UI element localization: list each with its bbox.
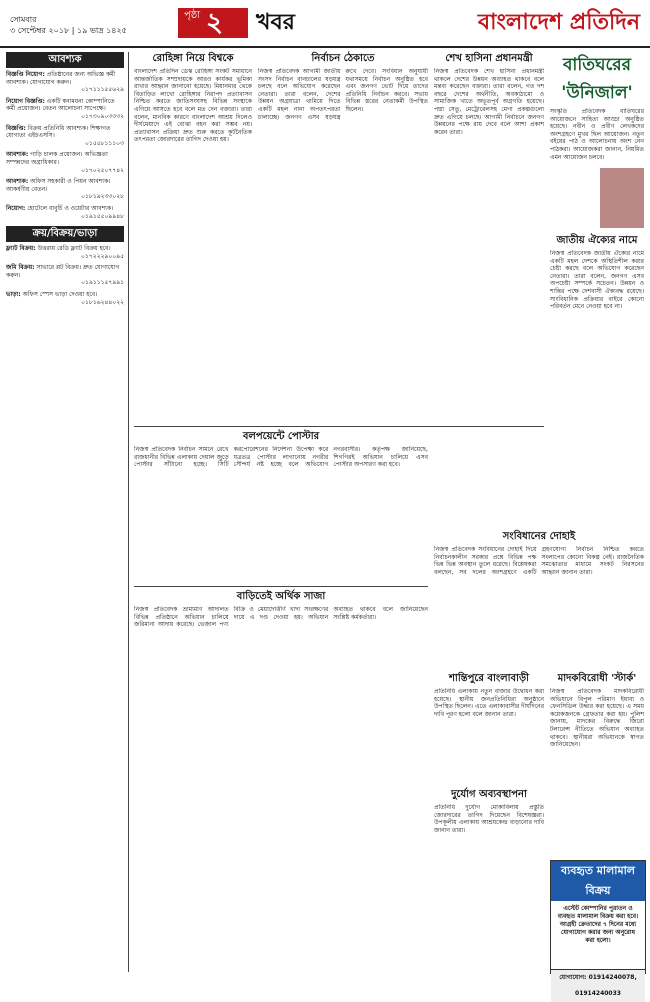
day: সোমবার — [10, 15, 37, 24]
classified-key: বিজ্ঞপ্তি: — [6, 124, 26, 132]
body-text: নিজস্ব প্রতিবেদক আগামী জাতীয় সংসদ নির্বাচন বানচালের ষড়যন্ত্র চলছে বলে অভিযোগ করেছেন নেতারা। তারা বলেন, দেশের উন্নয়ন অগ্রযাত্রা থামিয়ে দিতে একটি মহল নানা অপতৎপরতা চালাচ্ছে। জনগণ এসব ষড়যন্ত্র রুখে দেবে। সংবিধান অনুযায়ী যথাসময়ে নির্বাচন অনুষ্ঠিত হবে এবং জনগণ ভোট দিয়ে তাদের প্রতিনিধি নির্বাচন করবে। সভায় বিভিন্ন স্তরের নেতাকর্মী উপস্থিত ছিলেন। — [258, 68, 428, 121]
classified-key: আবশ্যক: — [6, 151, 29, 159]
article-constitution — [434, 530, 644, 665]
classified-phone: ০১৯১৫৫০৯৯৪৮ — [81, 212, 124, 220]
classified-item — [6, 178, 124, 201]
classified-heading-2: ক্রয়/বিক্রয়/ভাড়া — [6, 226, 124, 242]
classified-item — [6, 98, 124, 121]
classified-item — [6, 205, 124, 220]
headline: বাড়িতেই অর্থিক সাজা — [236, 591, 326, 602]
classified-text: অফিস সহকারী ও পিয়ন আবশ্যক। আকর্ষণীয় বেতন। — [6, 178, 111, 193]
classified-text: একটি স্বনামধন্য কোম্পানিতে কর্মী প্রয়োজন। বেতন আলোচনা সাপেক্ষে। — [6, 97, 115, 113]
section-divider — [134, 586, 428, 587]
article-poster — [134, 430, 428, 580]
body-text: নিজস্ব প্রতিবেদক সংবিধানের দোহাই দিয়ে নির্বাচনকালীন সরকার প্রশ্নে বিভিন্ন পক্ষ ভিন্ন ভিন্ন অবস্থান তুলে ধরেছে। বিশ্লেষকরা বলছেন, সব দলের অংশগ্রহণে একটি গ্রহণযোগ্য নির্বাচন নিশ্চিত করতে সংলাপের কোনো বিকল্প নেই। রাজনৈতিক সমঝোতার মাধ্যমে সংকট নিরসনের আহ্বান জানান তারা। — [434, 546, 644, 576]
date: ৩ সেপ্টেম্বর ২০১৮ | ১৯ ভাদ্র ১৪২৫ — [10, 26, 127, 35]
classified-phone: ০১৯১১১৫৭৯৯১ — [81, 279, 124, 287]
headline: দুর্যোগ অব্যবস্থাপনা — [451, 789, 527, 800]
section-divider — [134, 426, 544, 427]
body-text: সংস্কৃতি প্রতিবেদক বাতিঘরের আয়োজনে সাহিত্য আড্ডা অনুষ্ঠিত হয়েছে। নবীন ও প্রবীণ লেখকদের অংশগ্রহণে মুখর ছিল আয়োজন। নতুন বইয়ের পাঠ ও আলোচনায় অংশ নেন পাঠকরা। আয়োজকরা জানান, নিয়মিত এমন আয়োজন চলবে। — [550, 108, 644, 161]
classified-item — [6, 125, 124, 148]
classified-phone: ০১৭১১১৫৫৬২৯ — [81, 86, 124, 94]
classified-phone: ০১৫৫৮১১১০৩ — [85, 139, 124, 147]
column-divider — [128, 52, 129, 972]
section-title: খবর — [256, 10, 295, 35]
article-rohingya — [134, 52, 252, 422]
body-text: নিজস্ব প্রতিবেদক ভ্রাম্যমাণ আদালত বিভিন্ন প্রতিষ্ঠানে অভিযান চালিয়ে জরিমানা আদায় করেছে। ভেজাল পণ্য বিক্রি ও মেয়াদোত্তীর্ণ খাদ্য সংরক্ষণের দায়ে এ দণ্ড দেওয়া হয়। অভিযান অব্যাহত থাকবে বলে জানিয়েছেন সংশ্লিষ্ট কর্মকর্তারা। — [134, 606, 428, 629]
newspaper-logo: বাংলাদেশ প্রতিদিন — [477, 9, 640, 35]
headline: বাতিঘরের 'উনিজাল' — [561, 55, 633, 103]
headline: বলপয়েন্টে পোস্টার — [242, 431, 320, 442]
article-disaster — [434, 788, 544, 968]
ad-phone — [551, 969, 645, 1002]
body-text: নিজস্ব প্রতিবেদক শেখ হাসিনা প্রধানমন্ত্রী থাকলে দেশের উন্নয়ন অব্যাহত থাকবে বলে মন্তব্য করেছেন বক্তারা। তারা বলেন, গত দশ বছরে দেশের অর্থনীতি, অবকাঠামো ও সামাজিক খাতে অভূতপূর্ব অগ্রগতি হয়েছে। পদ্মা সেতু, মেট্রোরেলসহ মেগা প্রকল্পগুলো দ্রুত এগিয়ে চলছে। আগামী নির্বাচনে জনগণ উন্নয়নের পক্ষে রায় দেবে বলে আশা প্রকাশ করেন তারা। — [434, 68, 544, 136]
headline: নির্বাচন ঠেকাতে — [311, 53, 375, 64]
headline: শান্তিপুরে বাংলাবাড়ী — [449, 673, 529, 684]
body-text: বাংলাদেশ প্রতিদিন ডেস্ক রোহিঙ্গা সংকট সমাধানে আন্তর্জাতিক সম্প্রদায়কে আরও কার্যকর ভূমিকা রাখার আহ্বান জানানো হয়েছে। মিয়ানমার থেকে বিতাড়িত লাখো রোহিঙ্গার নিরাপদ প্রত্যাবাসন নিশ্চিত করতে জাতিসংঘসহ বিভিন্ন সংস্থাকে এগিয়ে আসতে হবে বলে মত দেন বক্তারা। তারা বলেন, মানবিক কারণে বাংলাদেশ আশ্রয় দিলেও দীর্ঘমেয়াদে এই বোঝা বহন করা সম্ভব নয়। প্রত্যাবাসন প্রক্রিয়া দ্রুত শুরু করতে কূটনৈতিক তৎপরতা জোরদারের তাগিদ দেওয়া হয়। — [134, 68, 252, 144]
article-local — [550, 672, 644, 837]
classified-key: নিয়োগ বিজ্ঞপ্তি: — [6, 97, 45, 105]
ad-phone-label: যোগাযোগ: — [559, 974, 587, 981]
headline: শেখ হাসিনা প্রধানমন্ত্রী — [445, 53, 533, 64]
ad-phone-number: 01914240078, 01914240033 — [575, 974, 637, 997]
classified-phone: ০১৭০২৫০৭৭৪২ — [81, 166, 124, 174]
classified-item — [6, 71, 124, 94]
article-photo — [600, 168, 644, 228]
ad-body: এস্টেট কোম্পানির পুরাতন ও ব্যবহৃত মালামাল বিক্রয় করা হবে। আগ্রহী ক্রেতাদের ৭ দিনের মধ্যে যোগাযোগ করার জন্য অনুরোধ করা হলো। — [557, 905, 639, 944]
classified-text: উত্তরায় রেডি ফ্ল্যাট বিক্রয় হবে। — [37, 245, 111, 253]
classified-item — [6, 151, 124, 174]
headline: জাতীয় ঐক্যের নামে — [556, 235, 638, 246]
masthead — [0, 0, 650, 48]
classified-heading: আবশ্যক — [6, 52, 124, 68]
body-text: নিজস্ব প্রতিবেদক মাদকবিরোধী অভিযানে বিপুল পরিমাণ ইয়াবা ও ফেনসিডিল উদ্ধার করা হয়েছে। এ সময় কয়েকজনকে গ্রেফতার করা হয়। পুলিশ জানায়, মাদকের বিরুদ্ধে জিরো টলারেন্স নীতিতে অভিযান অব্যাহত থাকবে। স্থানীয়রা অভিযানকে স্বাগত জানিয়েছেন। — [550, 688, 644, 749]
date-line — [10, 14, 127, 36]
classified-key: বিজ্ঞপ্তি নিয়োগ: — [6, 71, 45, 78]
page-label: পৃষ্ঠা — [184, 10, 201, 21]
body-text: প্রতিনিধি এলাকায় নতুন বাজার উদ্বোধন করা হয়েছে। স্থানীয় জনপ্রতিনিধিরা অনুষ্ঠানে উপস্থিত ছিলেন। এতে এলাকাবাসীর দীর্ঘদিনের দাবি পূরণ হলো বলে জানান তারা। — [434, 688, 544, 718]
article-barhi — [134, 590, 428, 830]
classified-item — [6, 291, 124, 306]
classified-text: প্রতিষ্ঠানের জন্য অভিজ্ঞ কর্মী আবশ্যক। যোগাযোগ করুন। — [6, 71, 116, 86]
classified-list — [6, 71, 124, 220]
article-national — [550, 234, 644, 414]
headline: সংবিধানের দোহাই — [502, 531, 576, 542]
body-text: নিজস্ব প্রতিবেদক নির্বাচন সামনে রেখে রাজধানীর বিভিন্ন এলাকায় দেয়াল জুড়ে পোস্টার সাঁটানো হচ্ছে। সিটি করপোরেশনের নির্দেশনা উপেক্ষা করে যত্রতত্র পোস্টার লাগানোয় নগরীর সৌন্দর্য নষ্ট হচ্ছে বলে অভিযোগ নগরবাসীর। কর্তৃপক্ষ জানিয়েছে, শিগগিরই অভিযান চালিয়ে এসব পোস্টার অপসারণ করা হবে। — [134, 446, 428, 469]
body-text: প্রতিনিধি দুর্যোগ মোকাবিলায় প্রস্তুতি জোরদারের তাগিদ দিয়েছেন বিশেষজ্ঞরা। উপকূলীয় এলাকায় আশ্রয়কেন্দ্র বাড়ানোর দাবি জানান তারা। — [434, 804, 544, 834]
classified-key: আবশ্যক: — [6, 178, 29, 186]
classified-key: জমি বিক্রয়: — [6, 264, 35, 272]
classified-key: নিয়োগ: — [6, 204, 26, 212]
page-number: ২ — [206, 8, 223, 38]
headline: মাদকবিরোধী 'স্টার্ক' — [557, 673, 637, 684]
article-shantipur — [434, 672, 544, 782]
classified-text: বিক্রয় প্রতিনিধি আবশ্যক। শিক্ষাগত যোগ্যতা এইচএসসি। — [6, 124, 111, 140]
ad-box — [550, 860, 646, 997]
article-election — [258, 52, 428, 422]
classified-column — [6, 52, 124, 310]
headline: রোহিঙ্গা নিয়ে বিশ্বকে — [152, 53, 234, 64]
page-number-box — [178, 8, 248, 38]
classified-item — [6, 264, 124, 287]
classified-text: সাভারে প্লট বিক্রয়। দ্রুত যোগাযোগ করুন। — [6, 264, 120, 279]
classified-text: অফিস স্পেস ভাড়া দেওয়া হবে। — [22, 291, 98, 299]
classified-phone: ০১৮১৬২৪৪০২২ — [81, 298, 124, 306]
classified-key: ভাড়া: — [6, 291, 21, 299]
classified-item — [6, 245, 124, 260]
classified-phone: ০১৭৩০৯০৩৩৩২ — [81, 112, 124, 120]
classified-key: ফ্ল্যাট বিক্রয়: — [6, 245, 36, 253]
classified-phone: ০১৮১৯২৩৩০২৮ — [81, 193, 124, 201]
classified-phone: ০১৭২২২৯০০৯৫ — [81, 252, 124, 260]
ad-title: ব্যবহৃত মালামাল বিক্রয় — [551, 861, 645, 901]
classified-list-2 — [6, 245, 124, 306]
article-hasina — [434, 52, 544, 522]
classified-text: হোটেলে বাবুর্চি ও ওয়েটার আবশ্যক। — [27, 204, 114, 212]
body-text: নিজস্ব প্রতিবেদক জাতীয় ঐক্যের নামে একটি মহল দেশকে অস্থিতিশীল করার চেষ্টা করছে বলে অভিযোগ করেছেন নেতারা। তারা বলেন, জনগণ এসব অপচেষ্টা সম্পর্কে সচেতন। উন্নয়ন ও শান্তির পক্ষে দেশবাসী ঐক্যবদ্ধ রয়েছে। সাংবিধানিক প্রক্রিয়ার বাইরে কোনো পরিবর্তন মেনে নেওয়া হবে না। — [550, 250, 644, 311]
classified-text: গাড়ি চালক প্রয়োজন। অভিজ্ঞতা সম্পন্নদের অগ্রাধিকার। — [6, 151, 108, 166]
